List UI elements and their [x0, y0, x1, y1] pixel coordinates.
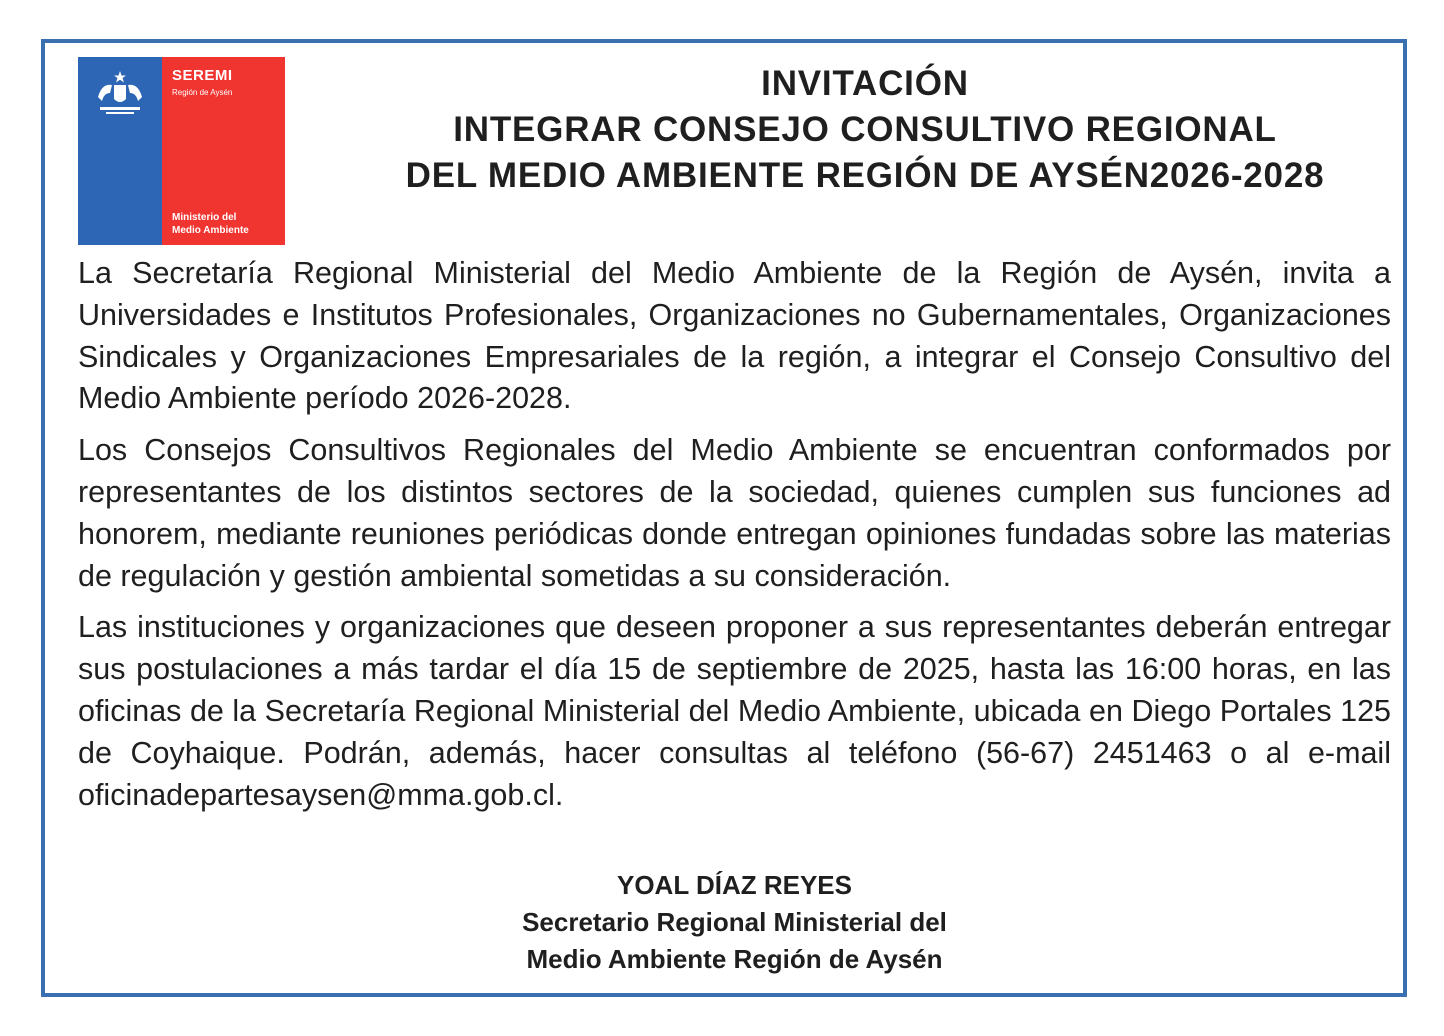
paragraph-submissions: Las instituciones y organizaciones que deseen proponer a sus representantes deberán entregar sus postulaciones a más tardar el día 15 de septiembre de 2025, hasta las 16:00 horas, en las oficinas de la Secretaría Regional Ministerial del Medio Ambiente, ubicada en Diego Portales 125 de Coyhaique. Podrán, además, hacer consultas al teléfono (56-67) 2451463 o al e-mail oficinadepartesaysen@mma.gob.cl. — [78, 610, 1391, 812]
logo-seremi-text: SEREMI — [172, 67, 233, 84]
notice-body — [78, 253, 1391, 826]
chile-coat-of-arms-icon — [88, 67, 152, 119]
title-line-2: INTEGRAR CONSEJO CONSULTIVO REGIONAL — [453, 110, 1277, 149]
notice-frame — [41, 39, 1407, 997]
paragraph-councils: Los Consejos Consultivos Regionales del Medio Ambiente se encuentran conformados por representantes de los distintos sectores de la sociedad, quienes cumplen sus funciones ad honorem, mediante reuniones periódicas donde entregan opiniones fundadas sobre las materias de regulación y gestión ambiental sometidas a su consideración. — [78, 433, 1391, 593]
logo-blue-panel — [78, 57, 162, 245]
signature-role-line1: Secretario Regional Ministerial del — [522, 907, 947, 937]
paragraph-invitation: La Secretaría Regional Ministerial del Medio Ambiente de la Región de Aysén, invita a Universidades e Institutos Profesionales, Organizaciones no Gubernamentales, Organizaciones Sindicales y Organizaciones Empresariales de la región, a integrar el Consejo Consultivo del Medio Ambiente período 2026-2028. — [78, 256, 1391, 416]
signature-role-line2: Medio Ambiente Región de Aysén — [526, 944, 943, 974]
logo-ministry-line2: Medio Ambiente — [172, 225, 249, 236]
logo-red-panel — [162, 57, 285, 245]
title-line-3: DEL MEDIO AMBIENTE REGIÓN DE AYSÉN2026-2028 — [405, 156, 1325, 195]
logo-region-text: Región de Aysén — [172, 88, 233, 97]
notice-title — [345, 61, 1385, 199]
title-line-1: INVITACIÓN — [761, 64, 969, 103]
signature-block — [78, 867, 1391, 978]
signature-name: YOAL DÍAZ REYES — [616, 870, 852, 900]
logo-ministry-line1: Ministerio del — [172, 212, 237, 223]
logo-ministry-text — [172, 211, 249, 237]
seremi-logo — [78, 57, 285, 245]
